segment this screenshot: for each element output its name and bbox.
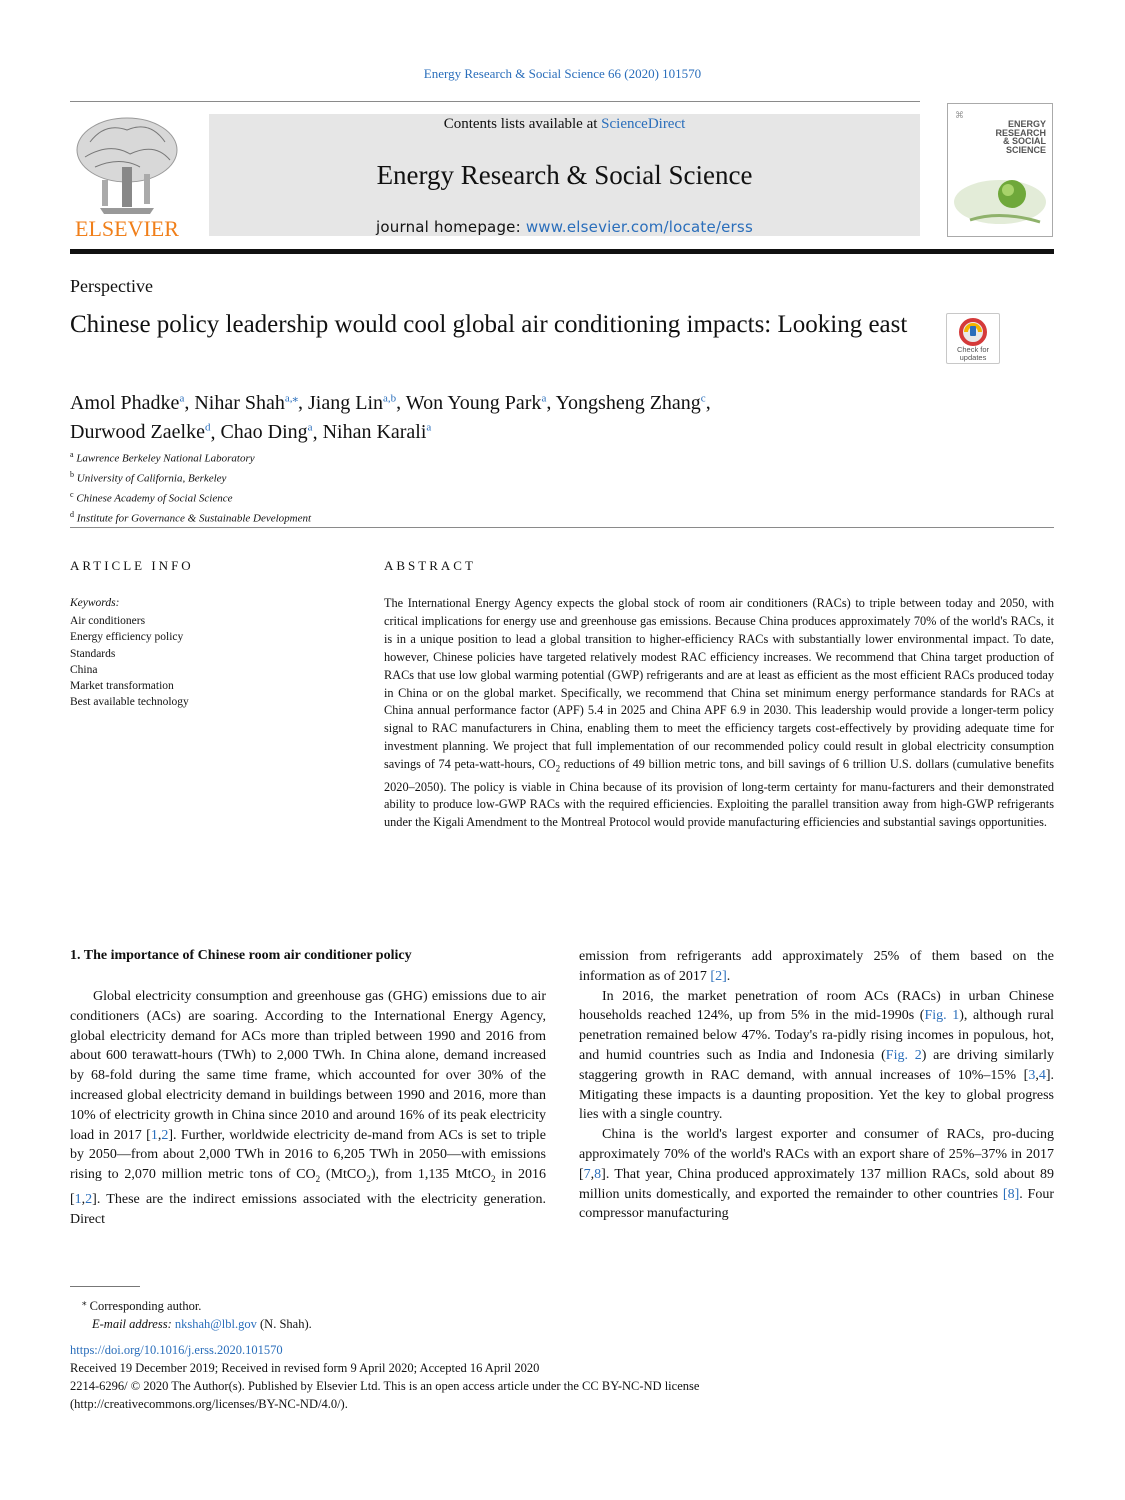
email-link[interactable]: nkshah@lbl.gov [174, 1317, 257, 1332]
article-info-heading: ARTICLE INFO [70, 558, 194, 573]
journal-homepage: journal homepage: www.elsevier.com/locate/erss [376, 218, 753, 236]
author[interactable]: Yongsheng Zhang$^c$ [555, 391, 706, 414]
paragraph: China is the world's largest exporter and consumer of RACs, pro-ducing approximately 70% of the world's RACs with an export share of 25%–37% in 2017 [7,8]. That year, China produced approximately 137 million RACs, sold about 89 million units domestically, and exported the remainder to other countries [8]. Four compressor manufacturing [579, 1127, 1054, 1222]
affiliation: $^a$ Lawrence Berkeley National Laboratory [70, 450, 255, 465]
journal-title: Energy Research & Social Science [376, 160, 753, 190]
author[interactable]: Nihar Shah$^{a,⁎}$ [194, 391, 299, 414]
keyword[interactable]: Standards [70, 647, 116, 660]
elsevier-logo[interactable] [70, 112, 184, 242]
keyword-list [70, 613, 189, 711]
affiliations [70, 447, 311, 527]
author[interactable]: Amol Phadke$^a$ [70, 391, 185, 414]
header-rule [70, 249, 1054, 254]
divider [70, 101, 920, 102]
doi-link[interactable]: https://doi.org/10.1016/j.erss.2020.101570 [70, 1343, 283, 1357]
affiliation: $^d$ Institute for Governance & Sustainable Development [70, 509, 312, 525]
body-column-right [579, 947, 1054, 1224]
keyword[interactable]: Market transformation [70, 680, 174, 693]
journal-citation[interactable]: Energy Research & Social Science 66 (2020) 101570 [423, 66, 702, 81]
keyword[interactable]: China [70, 663, 98, 676]
paragraph: In 2016, the market penetration of room ACs (RACs) in urban Chinese households reached 124%, up from 5% in the mid-1990s (Fig. 1), although rural penetration remained below 47%. Today's ra-pidly rising incomes in populous, hot, and humid countries such as India and Indonesia (Fig. 2) are driving similarly staggering growth in RAC demand, with annual increases of 10%–15% [3,4]. Mitigating these impacts is a daunting proposition. Yet the key to global progress lies with a single country. [579, 988, 1054, 1123]
section-heading: 1. The importance of Chinese room air conditioner policy [70, 948, 412, 963]
article-type: Perspective [70, 276, 153, 296]
abstract-text: The International Energy Agency expects the global stock of room air conditioners (RACs) to triple between today and 2050, with critical implications for energy use and greenhouse gas emissions. Because China produces approximately 70% of the world's RACs, it is in a unique position to lead a global transition to higher-efficiency RACs with substantially lower environmental impact. To date, however, Chinese policies have targeted relatively modest RAC efficiency increases. We recommend that China target production of RACs that use low global warming potential (GWP) refrigerants and are at least as efficient as the most efficient RACs produced today in China or on the global market. Specifically, we recommend that China set minimum energy performance standards for RACs at China annual performance factor (APF) 5.4 in 2025 and China APF 6.9 in 2030. This leadership would provide a longer-term policy signal to RAC manufacturers in China, enabling them to meet the efficiency targets cost-effectively by providing adequate time for investment planning. We project that full implementation of our recommended policy could result in global electricity consumption savings of 74 peta-watt-hours, $CO_2$ reductions of 49 billion metric tons, and bill savings of 6 trillion U.S. dollars (cumulative benefits 2020–2050). The policy is viable in China because of its provision of long-term certainty for manu-facturers and their demonstrated ability to produce low-GWP RACs with the required efficiencies. Exploiting the parallel transition away from high-GWP refrigerants under the Kigali Amendment to the Montreal Protocol would provide manufacturing efficiencies and substantial savings opportunities. [384, 596, 1054, 830]
paragraph: Global electricity consumption and greenhouse gas (GHG) emissions due to air conditioners (ACs) are soaring. According to the International Energy Agency, global electricity demand for ACs more than tripled between 1990 and 2016 from about 600 terawatt-hours (TWh) to 2,000 TWh. In China alone, demand increased by 68-fold during the same time frame, which accounted for over 30% of the increased global electricity demand in buildings between 1990 and 2016, more than 10% of electricity growth in China since 2010 and around 16% of its peak electricity load in 2017 [1,2]. Further, worldwide electricity de-mand from ACs is set to triple by 2050—from about 2,000 TWh in 2016 to 6,205 TWh in 2050—with emissions rising to 2,070 million metric tons of $CO_2$ (MtCO$_2$), from 1,135 MtCO$_2$ in 2016 [1,2]. These are the indirect emissions associated with the electricity generation. Direct [70, 989, 547, 1227]
ref-link[interactable]: 1 [150, 1127, 158, 1143]
body-column-left [70, 987, 546, 1229]
affiliation: $^c$ Chinese Academy of Social Science [70, 489, 233, 505]
author-list: Amol Phadke$^a$, Nihar Shah$^{a,⁎}$, Jiang Lin$^{a,b}$, Won Young Park$^a$, Yongsheng Zhang$^c$, Durwood Zaelke$^d$, Chao Ding$^a$, Nihan Karali$^a$ [70, 391, 711, 444]
elsevier-mini-icon: ⌘ [955, 110, 964, 120]
ref-link[interactable]: 3 [1028, 1067, 1036, 1083]
homepage-link[interactable]: www.elsevier.com/locate/erss [525, 218, 753, 236]
article-footer [70, 1341, 699, 1413]
license-url[interactable]: (http://creativecommons.org/licenses/BY-NC-ND/4.0/). [70, 1397, 348, 1411]
author[interactable]: Jiang Lin$^{a,b}$ [308, 391, 397, 414]
ref-link[interactable]: 1 [74, 1191, 82, 1207]
author[interactable]: Durwood Zaelke$^d$ [70, 421, 211, 444]
contents-line: Contents lists available at ScienceDirect [443, 116, 686, 132]
ref-link[interactable]: 7 [583, 1166, 591, 1182]
journal-cover[interactable] [947, 103, 1053, 237]
footnote-rule [70, 1286, 140, 1287]
check-updates-label: Check for updates [956, 345, 990, 362]
svg-text:ELSEVIER: ELSEVIER [75, 216, 179, 241]
keyword[interactable]: Energy efficiency policy [70, 631, 184, 644]
article-title: Chinese policy leadership would cool global air conditioning impacts: Looking east [70, 311, 908, 338]
keyword[interactable]: Best available technology [70, 696, 189, 709]
ref-link[interactable]: [2] [710, 968, 727, 984]
ref-link[interactable]: 2 [161, 1127, 169, 1143]
license-line: 2214-6296/ © 2020 The Author(s). Published by Elsevier Ltd. This is an open access article under the CC BY-NC-ND license [70, 1379, 700, 1393]
author[interactable]: Chao Ding$^a$ [220, 421, 313, 444]
affiliation: $^b$ University of California, Berkeley [70, 469, 227, 485]
check-for-updates-button[interactable] [946, 313, 1000, 364]
elsevier-tree-icon [70, 112, 184, 242]
cover-title: ENERGY RESEARCH & SOCIAL SCIENCE [995, 119, 1046, 155]
author[interactable]: Won Young Park$^a$ [405, 391, 547, 414]
ref-link[interactable]: [8] [1002, 1186, 1020, 1202]
cover-globe-icon [950, 162, 1050, 234]
paragraph: emission from refrigerants add approximately 25% of them based on the information as of 2017 [2]. [579, 949, 1054, 984]
journal-banner [209, 114, 920, 236]
check-updates-icon [958, 317, 988, 347]
ref-link[interactable]: 8 [594, 1166, 602, 1182]
received-dates: Received 19 December 2019; Received in revised form 9 April 2020; Accepted 16 April 2020 [70, 1361, 540, 1375]
keywords-label: Keywords: [70, 597, 120, 609]
divider [70, 527, 1054, 528]
author[interactable]: Nihan Karali$^a$ [322, 421, 432, 444]
footnote: ⁎ Corresponding author. E-mail address: nkshah@lbl.gov (N. Shah). [82, 1297, 312, 1332]
sciencedirect-link[interactable]: ScienceDirect [601, 116, 686, 132]
ref-link[interactable]: 2 [85, 1191, 93, 1207]
figure-link[interactable]: Fig. 1 [924, 1008, 960, 1024]
ref-link[interactable]: 4 [1038, 1067, 1046, 1083]
keyword[interactable]: Air conditioners [70, 615, 146, 627]
figure-link[interactable]: Fig. 2 [885, 1047, 922, 1063]
abstract-heading: ABSTRACT [384, 558, 476, 573]
